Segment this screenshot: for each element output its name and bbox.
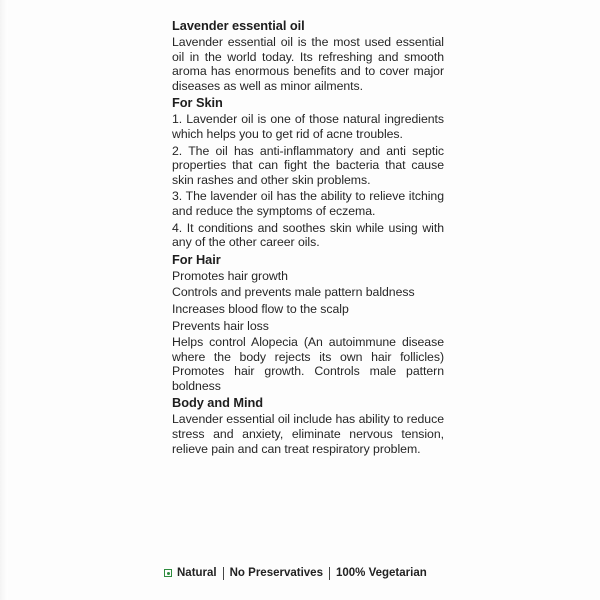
page-title: Lavender essential oil [172, 18, 305, 33]
box-edge-shadow [0, 0, 8, 600]
veg-mark-icon [164, 569, 172, 577]
label-panel [164, 0, 449, 600]
hair-point: Prevents hair loss [172, 318, 269, 333]
hair-point: Promotes hair growth [172, 268, 288, 283]
hair-point: Increases blood flow to the scalp [172, 301, 349, 316]
footer-natural: Natural [177, 567, 217, 579]
body-mind-text: Lavender essential oil include has ability to reduce stress and anxiety, eliminate nervous tension, relieve pain and can treat respiratory problem. [172, 412, 444, 456]
hair-point: Controls and prevents male pattern baldness [172, 285, 415, 300]
footer-no-preservatives: No Preservatives [229, 567, 323, 579]
skin-point: 3. The lavender oil has the ability to relieve itching and reduce the symptoms of eczema. [172, 189, 444, 218]
hair-heading: For Hair [172, 251, 221, 267]
hair-point: Helps control Alopecia (An autoimmune disease where the body rejects its own hair follicles) Promotes hair growth. Controls male pattern boldness [172, 335, 444, 393]
skin-point: 4. It conditions and soothes skin while using with any of the other career oils. [172, 220, 444, 250]
skin-heading: For Skin [172, 95, 223, 111]
label-footer [164, 564, 427, 582]
footer-divider [329, 567, 330, 580]
footer-vegetarian: 100% Vegetarian [335, 567, 427, 579]
footer-divider [223, 567, 224, 580]
label-content [172, 18, 444, 458]
intro-text: Lavender essential oil is the most used essential oil in the world today. Its refreshing and smooth aroma has enormous benefits and to cover major diseases as well as minor ailments. [172, 35, 444, 93]
skin-point: 2. The oil has anti-inflammatory and anti septic properties that can fight the bacteria that cause skin rashes and other skin problems. [172, 143, 444, 187]
body-mind-heading: Body and Mind [172, 395, 264, 411]
skin-point: 1. Lavender oil is one of those natural ingredients which helps you to get rid of acne troubles. [172, 112, 444, 141]
